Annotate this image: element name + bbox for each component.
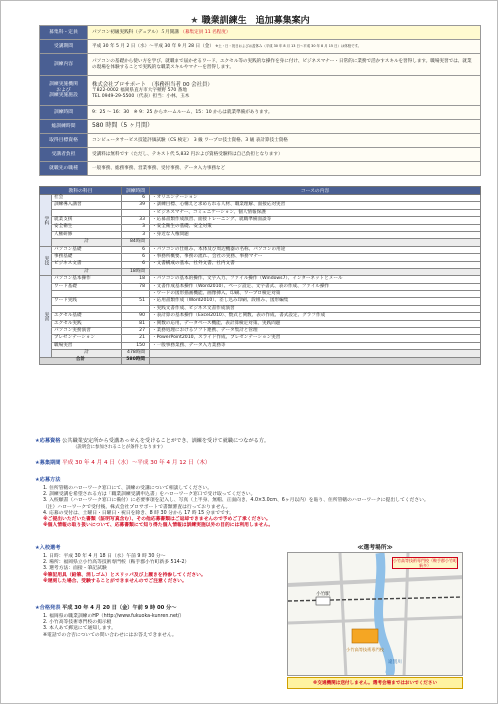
curriculum-subject (52, 209, 122, 216)
curriculum-row (40, 291, 481, 298)
map-station-marker (316, 597, 330, 605)
info-value (88, 76, 481, 106)
method-item: （注）ハローワークで受付後、株式会社プロサポートで書類審査は行っておりません。 (43, 504, 231, 510)
info-row-provider (40, 76, 481, 106)
curriculum-subject: 訓練導入講習 (52, 202, 122, 209)
curriculum-subject: パソコン基本操作 (52, 276, 122, 283)
curriculum-content: ・応募書類作成演習、面接トレーニング、就職準備面談等 (150, 217, 481, 224)
info-label: 訓練実施機関 および 訓練実施施設 (40, 76, 88, 106)
info-label: 取得目標資格 (40, 134, 88, 148)
curriculum-subtotal-row (40, 350, 481, 357)
curriculum-hours: 33 (122, 217, 150, 224)
eligibility-note: （説明会に参加されることが条件となります） (73, 444, 166, 450)
curriculum-subject (52, 291, 122, 298)
curriculum-content: ・実践文書作成、ビジネス文書作成演習 (150, 305, 481, 312)
provider-tel: TEL 0949-29-5500（代表）担当：小林、玉木 (92, 93, 190, 99)
curriculum-subject: プレゼンテーション (52, 335, 122, 342)
curriculum-subject: エクセル基礎 (52, 313, 122, 320)
exam-list (43, 554, 281, 585)
curriculum-row (40, 246, 481, 253)
info-value: コンピュータサービス技能評価試験（CS 検定） 3 級 ワープロ技士資格、3 級 表計算技士資格 (88, 134, 481, 148)
header-hours: 訓練時間 (122, 187, 150, 195)
info-row-jobs (40, 162, 481, 176)
curriculum-hours: 150 (122, 342, 150, 349)
curriculum-content: ・安全衛生の基礎、安全対策 (150, 224, 481, 231)
curriculum-row (40, 209, 481, 216)
curriculum-subtotal-row (40, 239, 481, 246)
info-value (88, 26, 481, 40)
header-subject: 教科の科目 (40, 187, 122, 195)
curriculum-row (40, 298, 481, 305)
info-label: 受講期間 (40, 40, 88, 54)
map-note: ※交通機関は送付しません。選考会場まではおいでください (287, 677, 463, 689)
subtotal-hours: 84時間 (122, 239, 150, 246)
curriculum-category: 学科 (40, 195, 52, 247)
curriculum-content: ・ビジネスマナー、コミュニケーション、個人情報保護 (150, 209, 481, 216)
curriculum-category: 実技 (40, 246, 52, 276)
curriculum-hours: 21 (122, 335, 150, 342)
info-row-cost (40, 148, 481, 162)
curriculum-row (40, 217, 481, 224)
curriculum-row (40, 276, 481, 283)
curriculum-subject: パソコン基礎 (52, 246, 122, 253)
curriculum-hours: 78 (122, 283, 150, 290)
map-image (287, 552, 463, 676)
info-row-total (40, 120, 481, 134)
method-item: 4. 応募の受付は、土曜日・日曜日・祝日を除き、8 時 30 分から 17 時 15 分までです。 (43, 510, 235, 516)
eligibility-section (35, 438, 475, 450)
curriculum-subject: ワード実践 (52, 298, 122, 305)
curriculum-content: ・事務所概要、事務の流れ、会社の実務、事務マナー (150, 254, 481, 261)
curriculum-hours: 6 (122, 246, 150, 253)
exam-heading: ★入校選考 (35, 545, 61, 551)
info-label: 訓練内容 (40, 54, 88, 76)
result-item: 3. 本人あて郵送にて通知します。 (43, 626, 116, 632)
header-content: コースの内容 (150, 187, 481, 195)
curriculum-content: ・身近な人権問題 (150, 231, 481, 238)
content-text: パソコンの基礎から使い方を学び、就職まで届かせるワード、エクセル等の実践的な操作を身に付け、ビジネスマナー・日常的に業務で活かすスキルを習得します。職場実習では、就業の現場を体験することで実践的な職業スキルやマナーを習得します。 (92, 59, 472, 70)
exam-warning: ※筆記用具（鉛筆、消しゴム）とスリッパ及び上履きを持参してください。 (43, 572, 206, 578)
subtotal-label: 計 (52, 268, 122, 275)
subtotal-label: 計 (52, 239, 122, 246)
period-section (35, 460, 211, 467)
info-row-period (40, 40, 481, 54)
subtotal-hours: 18時間 (122, 268, 150, 275)
info-value (88, 40, 481, 54)
curriculum-category: 実習 (40, 276, 52, 357)
map-location-tag: 小竹高等技術専門校（鞍手郡小竹町新多） (393, 558, 457, 568)
info-table (39, 25, 481, 176)
method-heading: ★応募方法 (35, 477, 61, 483)
curriculum-row (40, 224, 481, 231)
title-text: 職業訓練生 追加募集案内 (201, 16, 310, 26)
info-value: 580 時間（5 ヶ月間） (88, 120, 481, 134)
map-block (287, 552, 463, 689)
info-value: 9：25 〜 16：30 ※ 9：25 からホームルーム、15：10 からは就業準備があります。 (88, 106, 481, 120)
curriculum-subject: エクセル実践 (52, 320, 122, 327)
eligibility-heading: ★応募資格 (35, 438, 61, 444)
info-label: 募集科・定員 (40, 26, 88, 40)
curriculum-hours: 3 (122, 231, 150, 238)
method-warning: ※個人情報の取り扱いについて、応募書類にて知り得た個人情報は訓練実施以外の目的には利用しません。 (43, 523, 274, 529)
result-list (43, 614, 281, 639)
curriculum-content: ・パソコンの基本的操作、文字入力、ファイル操作（Windows7）、インターネットとメール (150, 276, 481, 283)
map-title: ≪選考場所≫ (357, 545, 393, 551)
subtotal-spacer (150, 350, 481, 357)
curriculum-content: ・業務処理におけるソフト連携、データ集計と管理 (150, 328, 481, 335)
curriculum-content: ・ワードの図形描画機能、画像挿入、印刷、ワープロ検定対策 (150, 291, 481, 298)
curriculum-row (40, 261, 481, 268)
curriculum-hours: 6 (122, 195, 150, 202)
curriculum-subject: 職場実習 (52, 342, 122, 349)
curriculum-subject: ビジネス文書 (52, 261, 122, 268)
method-item: 1. 住所管轄のハローワーク窓口にて、訓練の受講について相談してください。 (43, 486, 213, 491)
curriculum-header (40, 187, 481, 195)
curriculum-hours: 90 (122, 313, 150, 320)
period-text: 平成 30 年 5 月 2 日（水）〜平成 30 年 9 月 28 日（金） (92, 43, 214, 49)
curriculum-subject: パソコン実務演習 (52, 328, 122, 335)
course-name: パソコン初級実践科（デュアル）５月開講 (92, 29, 181, 35)
curriculum-grand-total-row (40, 357, 481, 364)
curriculum-table (39, 186, 481, 365)
curriculum-hours: 51 (122, 298, 150, 305)
info-value: 一般事務、総務事務、営業事務、受付事務、データ入力事務など (88, 162, 481, 176)
curriculum-hours: 3 (122, 224, 150, 231)
grand-total-spacer (150, 357, 481, 364)
info-value: 受講料は無料です（ただし、テキスト代 5,832 円および資格受験料は自己負担となります） (88, 148, 481, 162)
result-item: ※電話での合否についての問い合わせにはお答えできません。 (43, 632, 177, 638)
map-school-marker (352, 629, 378, 643)
curriculum-hours (122, 305, 150, 312)
subtotal-hours: 478時間 (122, 350, 150, 357)
curriculum-row (40, 342, 481, 349)
method-item: 3. 入校願書（ハローワーク窓口に備付）に必要事項を記入し、写真（上半身、無帽、正面向き、4.0×3.0cm、6ヶ月以内）を貼り、住所管轄のハローワークに提出してください。 (43, 498, 429, 504)
result-item: 1. 福岡県の職業訓練のHP（http://www.fukuoka-kunren.net/） (43, 614, 185, 619)
curriculum-subject: 安全衛生 (52, 224, 122, 231)
curriculum-content: ・訓練目標、心構えと求められる人材、職業理解、面接応対実習 (150, 202, 481, 209)
curriculum-subject: 人権研修 (52, 231, 122, 238)
info-label: 受講者負担 (40, 148, 88, 162)
title-star-left: ★ (190, 16, 199, 26)
curriculum-row (40, 283, 481, 290)
curriculum-subject (52, 305, 122, 312)
result-heading: ★合格発表 (35, 605, 61, 611)
map-river-label: 遠賀川 (388, 660, 402, 665)
curriculum-hours: 6 (122, 261, 150, 268)
method-warning: ※ご提出いただいた書類（証明写真含む）、その他応募書類はご返却できませんので予めご了承ください。 (43, 517, 271, 523)
subtotal-spacer (150, 268, 481, 275)
curriculum-hours: 18 (122, 276, 150, 283)
curriculum-row (40, 335, 481, 342)
curriculum-content: ・関数の応用、データベース機能、表計算検定対策、実践問題 (150, 320, 481, 327)
info-row-content (40, 54, 481, 76)
exam-item: 1. 日時：平成 30 年 4 月 18 日（水）午前 9 時 30 分〜 (43, 554, 166, 559)
curriculum-row (40, 202, 481, 209)
result-item: 2. 小竹高等技術専門校の掲示板 (43, 620, 112, 626)
course-capacity: （募集定員 11 名程度） (180, 29, 231, 35)
result-text: 平成 30 年 4 月 20 日（金）午前 9 時 00 分〜 (62, 605, 177, 611)
exam-item: 3. 選考方法：面接・筆記試験 (43, 566, 107, 572)
curriculum-body (40, 195, 481, 365)
period-dates: 平成 30 年 4 月 4 日（水）〜平成 30 年 4 月 12 日（木） (62, 460, 211, 466)
curriculum-row (40, 328, 481, 335)
map-drawing (288, 553, 463, 676)
curriculum-content: ・オリエンテーション (150, 195, 481, 202)
exam-warning: ※遅刻した場合、受験することができませんのでご注意ください。 (43, 578, 187, 584)
curriculum-content: ・パソコンの仕組み、本体及び周辺機器の名称、パソコンの用途 (150, 246, 481, 253)
info-label: 就職先の職種 (40, 162, 88, 176)
curriculum-row (40, 320, 481, 327)
method-heading-wrap (35, 477, 60, 484)
curriculum-subtotal-row (40, 268, 481, 275)
curriculum-hours: 81 (122, 320, 150, 327)
info-row-course (40, 26, 481, 40)
curriculum-hours (122, 291, 150, 298)
curriculum-row (40, 231, 481, 238)
curriculum-content: ・文書構成の基本、社外文書、社内文書 (150, 261, 481, 268)
period-note: ※土・日・祝日およびお盆休み（平成 30 年 8 月 13 日〜平成 30 年 8 月 15 日）は休校です。 (215, 43, 361, 48)
period-heading: ★募集期間 (35, 460, 61, 466)
exam-heading-wrap (35, 545, 60, 552)
info-row-qualification (40, 134, 481, 148)
curriculum-subject: 就業支援 (52, 217, 122, 224)
curriculum-subject: 社会 (52, 195, 122, 202)
method-item: 2. 訓練受講を希望される方は「職業訓練受講申込書」をハローワーク窓口で受け取ってください。 (43, 492, 256, 498)
subtotal-label: 計 (52, 350, 122, 357)
curriculum-row (40, 195, 481, 202)
curriculum-content: ・PowerPoint2010、スライド作成、プレゼンテーション実習 (150, 335, 481, 342)
provider-name: 株式会社プロサポート （事務担当者 00 会社員） (92, 82, 213, 89)
curriculum-hours: 39 (122, 202, 150, 209)
curriculum-row (40, 254, 481, 261)
map-station-label: 小竹駅 (316, 592, 330, 597)
curriculum-content: ・文書作成基本操作（Word2010）、ページ設定、文字書式、表の作成、ファイル操作 (150, 283, 481, 290)
info-label: 訓練時間 (40, 106, 88, 120)
info-label: 総訓練時間 (40, 120, 88, 134)
grand-total-label: 合計 (40, 357, 122, 364)
curriculum-hours (122, 209, 150, 216)
curriculum-subject: ワード基礎 (52, 283, 122, 290)
map-school-label: 小竹高等技術専門校 (346, 647, 384, 652)
curriculum-row (40, 305, 481, 312)
curriculum-content: ・応用書類作成（Word2010）、差し込み印刷、段組み、図形編集 (150, 298, 481, 305)
curriculum-subject: 事務基礎 (52, 254, 122, 261)
result-section (35, 605, 285, 612)
info-row-hours (40, 106, 481, 120)
subtotal-spacer (150, 239, 481, 246)
exam-item: 2. 場所：福岡県立小竹高等技術専門校（鞍手郡小竹町新多 514-2） (43, 560, 190, 566)
provider-address: 〒822-0002 福岡県直方市大字頓野 570 番地 (92, 88, 187, 94)
curriculum-content: ・表計算の基本操作（Excel2010）、数式と関数、表の作成、書式設定、グラフ作成 (150, 313, 481, 320)
curriculum-content: ・一般事務業務、データ入力業務等 (150, 342, 481, 349)
grand-total-hours: 580時間 (122, 357, 150, 364)
curriculum-hours: 6 (122, 254, 150, 261)
eligibility-text: 公共職業安定所から受講あっせんを受けることができ、訓練を受けて就職につながる方。 (62, 438, 270, 444)
curriculum-hours: 27 (122, 328, 150, 335)
info-value (88, 54, 481, 76)
method-list (43, 486, 473, 530)
curriculum-row (40, 313, 481, 320)
